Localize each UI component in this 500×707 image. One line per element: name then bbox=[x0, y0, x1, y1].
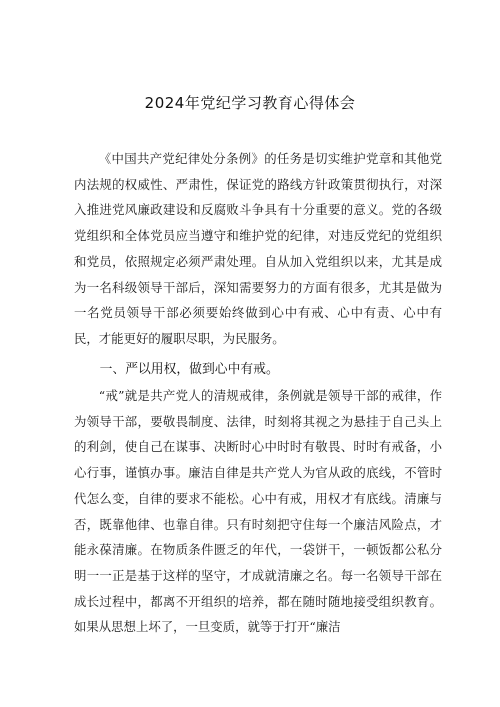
document-title: 2024年党纪学习教育心得体会 bbox=[144, 94, 356, 112]
section-heading: 一、严以用权，做到心中有戒。 bbox=[99, 362, 279, 377]
intro-paragraph: 《中国共产党纪律处分条例》的任务是切实维护党章和其他党内法规的权威性、严肃性，保证党的路线方针政策贯彻执行，对深入推进党风廉政建设和反腐败斗争具有十分重要的意义。党的各级党组织和全体党员应当遵守和维护党的纪律，对违反党纪的党组织和党员，依照规定必须严肃处理。自从加入党组织以来，尤其是成为一名科级领导干部后，深知需要努力的方面有很多，尤其是做为一名党员领导干部必须要始终做到心中有戒、心中有责、心中有民，才能更好的履职尽职，为民服务。 bbox=[74, 151, 442, 346]
section-paragraph: “戒”就是共产党人的清规戒律，条例就是领导干部的戒律，作为领导干部，要敬畏制度、法律，时刻将其视之为悬挂于自己头上的利剑，使自己在谋事、决断时心中时时有敬畏、时时有戒备，小心行事，谨慎办事。廉洁自律是共产党人为官从政的底线，不管时代怎么变，自律的要求不能松。心中有戒，用权才有底线。清廉与否，既靠他律、也靠自律。只有时刻把守住每一个廉洁风险点，才能永葆清廉。在物质条件匮乏的年代，一袋饼干，一顿饭都公私分明一一正是基于这样的坚守，才成就清廉之名。每一名领导干部在成长过程中，都离不开组织的培养，都在随时随地接受组织教育。如果从思想上坏了，一旦变质，就等于打开“廉洁 bbox=[74, 388, 442, 635]
